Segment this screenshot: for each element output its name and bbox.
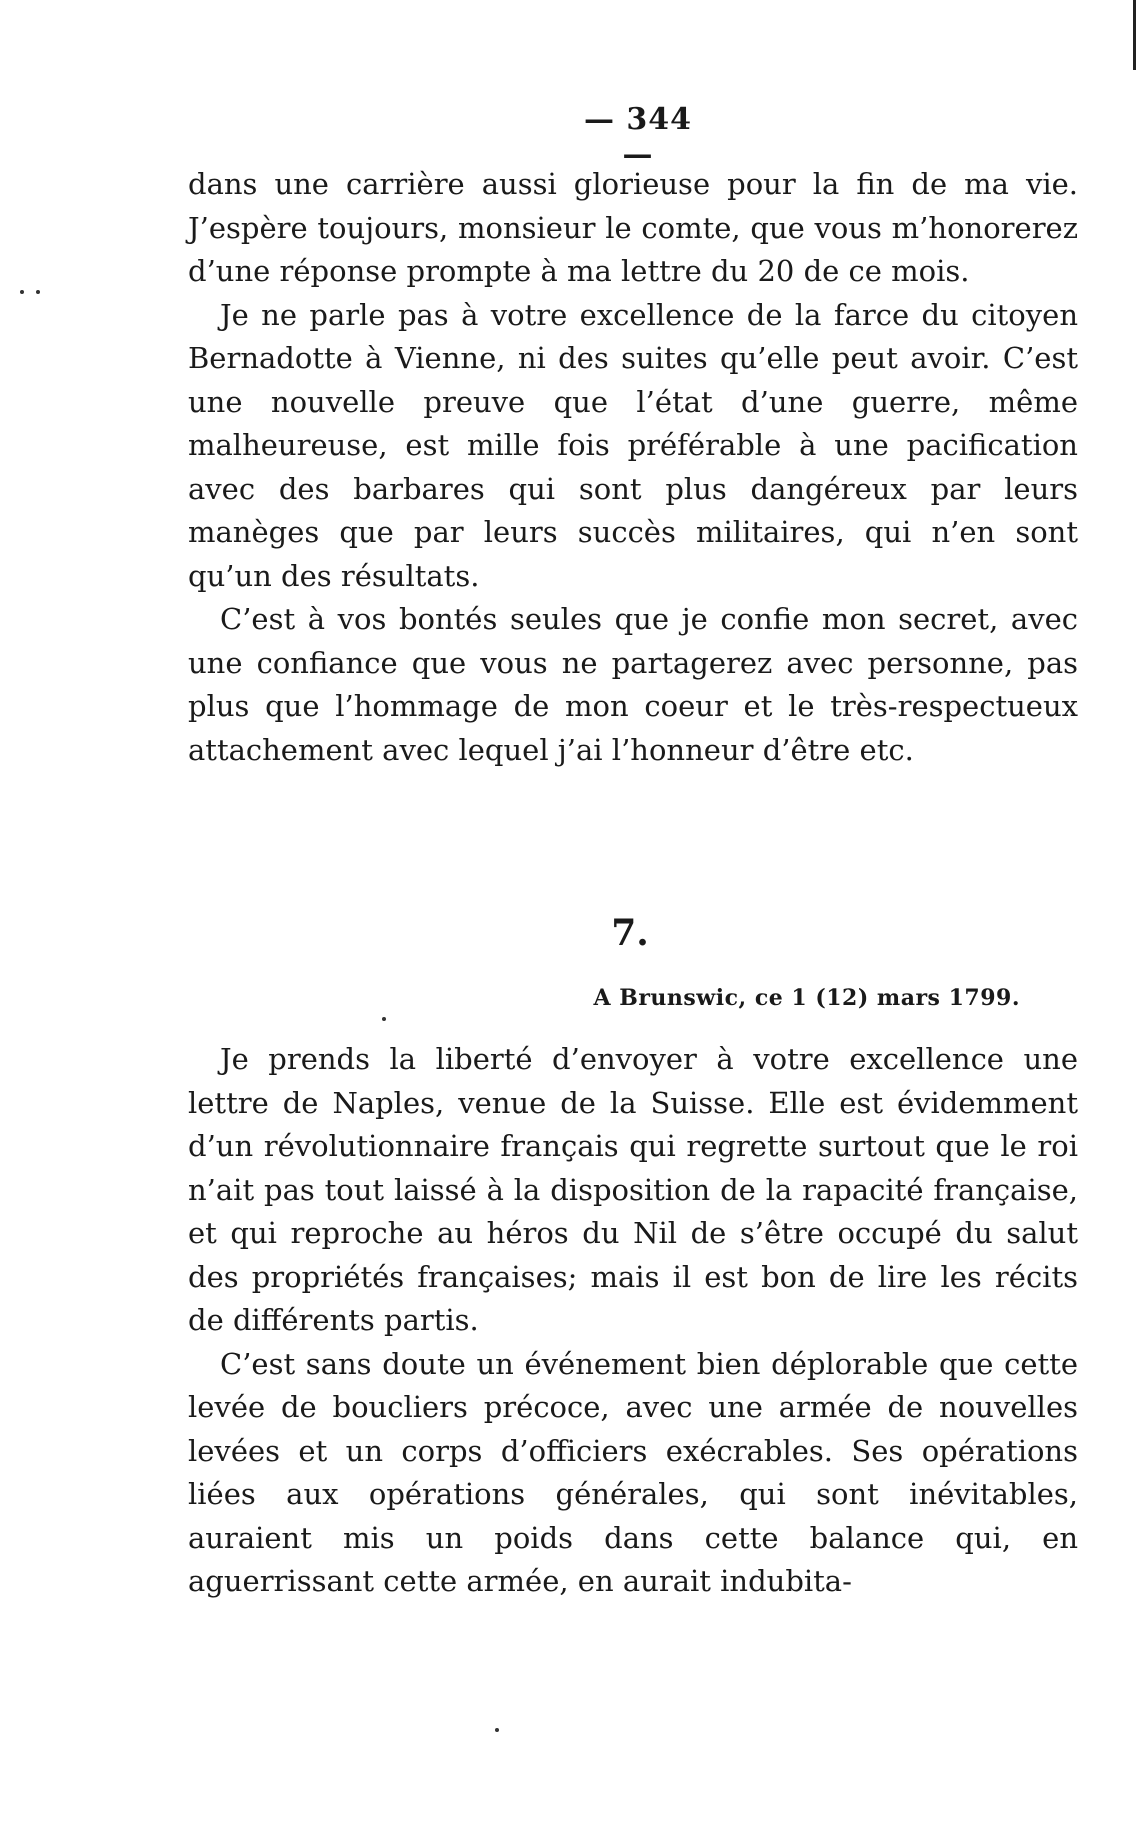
paragraph: Je prends la liberté d’envoyer à votre excellence une lettre de Naples, venue de la Suisse. Elle est évidemment d’un révolutionnaire français qui regrette surtout que le roi n’ait pas tout laissé à la disposition de la rapacité française, et qui reproche au héros du Nil de s’être occupé du salut des propriétés françaises; mais il est bon de lire les récits de différents partis.	[188, 1042, 1078, 1337]
scan-speck	[20, 290, 24, 294]
letter-dateline: A Brunswic, ce 1 (12) mars 1799.	[593, 985, 1020, 1011]
paragraph: C’est à vos bontés seules que je confie mon secret, avec une confiance que vous ne partagerez avec personne, pas plus que l’hommage de mon coeur et le très-respectueux attachement avec lequel j’ai l’honneur d’être etc.	[188, 602, 1078, 767]
paragraph: C’est sans doute un événement bien déplorable que cette levée de boucliers précoce, avec une armée de nouvelles levées et un corps d’officiers exécrables. Ses opérations liées aux opérations générales, qui sont inévitables, auraient mis un poids dans cette balance qui, en aguerrissant cette armée, en aurait indubita-	[188, 1346, 1078, 1598]
paragraph: dans une carrière aussi glorieuse pour la fin de ma vie. J’espère toujours, monsieur le comte, que vous m’honorerez d’une réponse prompte à ma lettre du 20 de ce mois.	[188, 167, 1078, 288]
letter-6-continuation	[188, 163, 1078, 772]
letter-number: 7.	[611, 912, 649, 954]
letter-7-body	[188, 1038, 1078, 1604]
page-number-header: — 344 —	[583, 102, 693, 172]
paragraph: Je ne parle pas à votre excellence de la farce du citoyen Bernadotte à Vienne, ni des suites qu’elle peut avoir. C’est une nouvelle preuve que l’état d’une guerre, même malheureuse, est mille fois préférable à une pacification avec des barbares qui sont plus dangéreux par leurs manèges que par leurs succès militaires, qui n’en sont qu’un des résultats.	[188, 297, 1078, 593]
page-edge-rule	[1133, 0, 1136, 70]
scan-speck	[382, 1017, 386, 1021]
scan-speck	[36, 290, 40, 294]
scan-speck	[495, 1728, 499, 1732]
